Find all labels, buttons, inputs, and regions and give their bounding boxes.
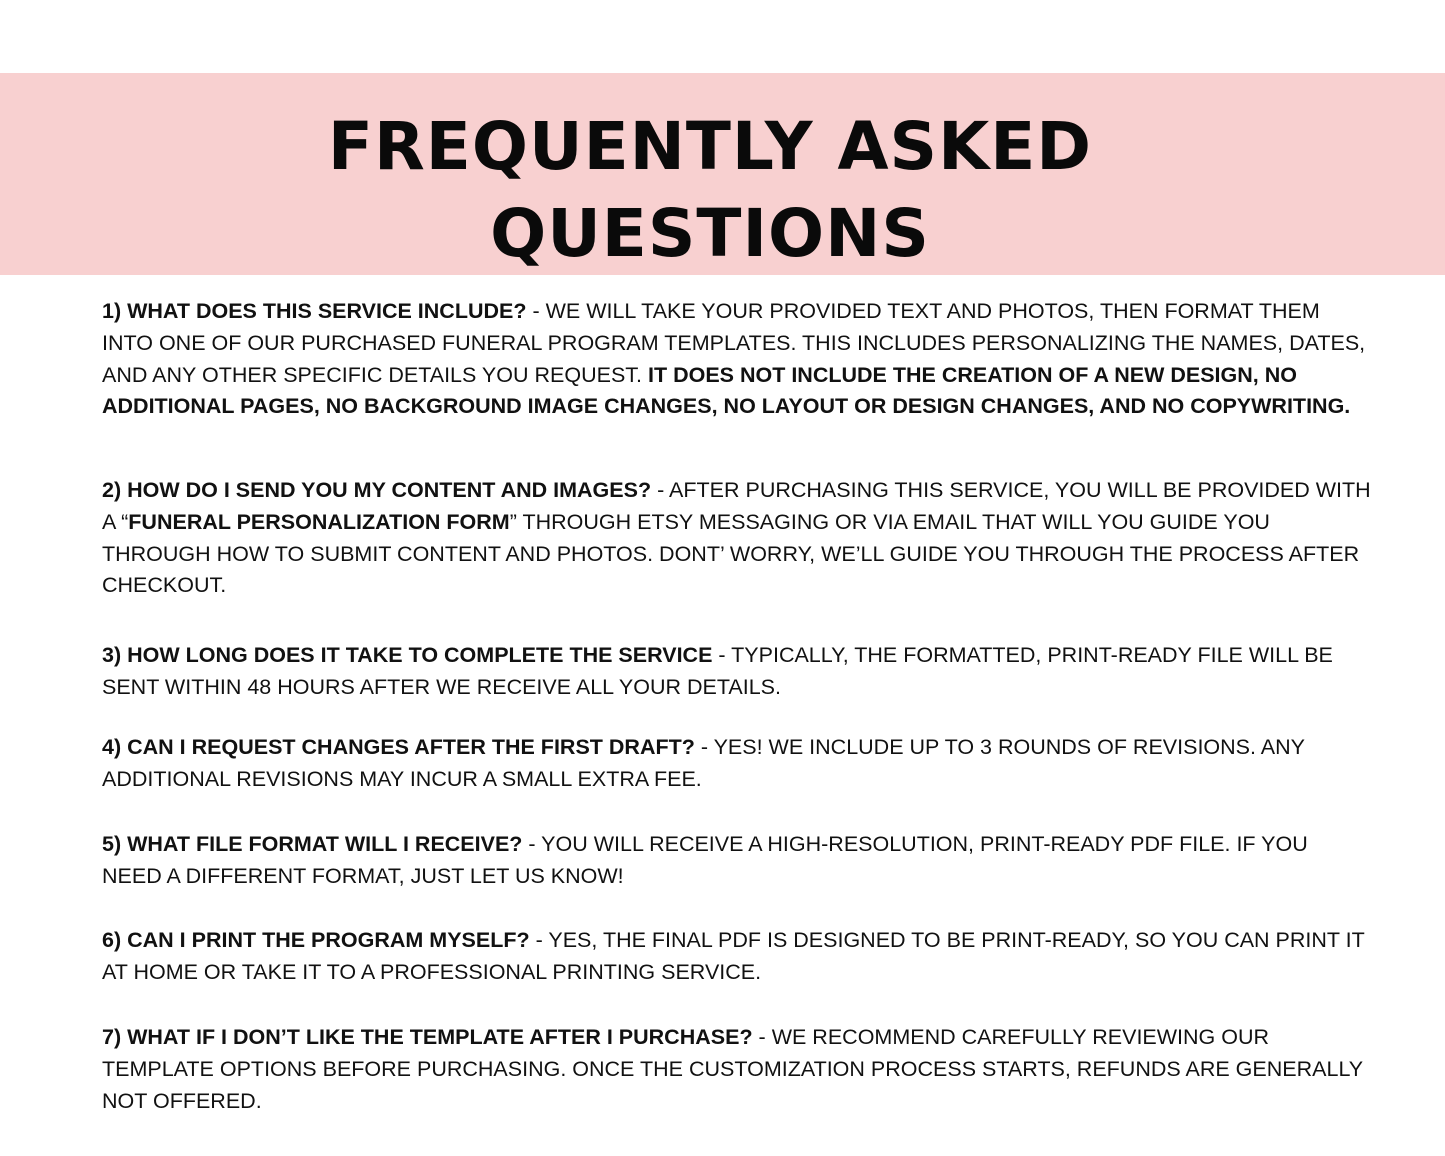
- faq-answer: AFTER PURCHASING THIS SERVICE, YOU WILL BE PROVIDED WITH A “: [102, 478, 1371, 534]
- faq-separator: -: [694, 735, 714, 759]
- page-title-line-2: QUESTIONS: [490, 195, 930, 272]
- faq-question: WHAT DOES THIS SERVICE INCLUDE?: [127, 299, 527, 323]
- faq-answer: WE RECOMMEND CAREFULLY REVIEWING OUR TEMPLATE OPTIONS BEFORE PURCHASING. ONCE THE CUSTOMIZATION PROCESS STARTS, REFUNDS ARE GENERALLY NOT OFFERED.: [102, 1025, 1363, 1113]
- faq-separator: -: [651, 478, 670, 502]
- faq-answer-emphasis: IT DOES NOT INCLUDE THE CREATION OF A NEW DESIGN, NO ADDITIONAL PAGES, NO BACKGROUND IMAGE CHANGES, NO LAYOUT OR DESIGN CHANGES, AND NO COPYWRITING.: [102, 362, 1351, 419]
- faq-number: 6): [102, 928, 122, 952]
- faq-question: CAN I PRINT THE PROGRAM MYSELF?: [127, 928, 530, 952]
- faq-answer-continued: ” THROUGH ETSY MESSAGING OR VIA EMAIL THAT WILL YOU GUIDE YOU THROUGH HOW TO SUBMIT CONTENT AND PHOTOS. DONT’ WORRY, WE’LL GUIDE YOU THROUGH THE PROCESS AFTER CHECKOUT.: [102, 509, 1360, 598]
- faq-item-3: [102, 640, 1372, 704]
- faq-number: 7): [102, 1025, 122, 1049]
- faq-number: 2): [102, 478, 122, 502]
- faq-number: 3): [102, 643, 122, 667]
- faq-separator: -: [526, 299, 546, 323]
- faq-answer: YES, THE FINAL PDF IS DESIGNED TO BE PRINT-READY, SO YOU CAN PRINT IT AT HOME OR TAKE IT TO A PROFESSIONAL PRINTING SERVICE.: [102, 928, 1365, 984]
- faq-item-5: [102, 829, 1372, 893]
- faq-question: WHAT FILE FORMAT WILL I RECEIVE?: [127, 832, 523, 856]
- faq-separator: -: [529, 928, 549, 952]
- faq-answer: TYPICALLY, THE FORMATTED, PRINT-READY FILE WILL BE SENT WITHIN 48 HOURS AFTER WE RECEIVE ALL YOUR DETAILS.: [102, 643, 1333, 699]
- faq-answer: YES! WE INCLUDE UP TO 3 ROUNDS OF REVISIONS. ANY ADDITIONAL REVISIONS MAY INCUR A SMALL EXTRA FEE.: [102, 735, 1305, 791]
- faq-separator: -: [522, 832, 542, 856]
- faq-answer-emphasis: FUNERAL PERSONALIZATION FORM: [128, 509, 510, 534]
- faq-separator: -: [712, 643, 732, 667]
- faq-item-2: [102, 475, 1372, 602]
- faq-item-1: [102, 296, 1372, 423]
- faq-item-6: [102, 925, 1372, 989]
- page-title: [0, 103, 1420, 277]
- page-title-line-1: FREQUENTLY ASKED: [327, 108, 1093, 185]
- faq-item-4: [102, 732, 1372, 796]
- faq-question: WHAT IF I DON’T LIKE THE TEMPLATE AFTER I PURCHASE?: [127, 1025, 753, 1049]
- faq-item-7: [102, 1022, 1372, 1117]
- faq-answer: WE WILL TAKE YOUR PROVIDED TEXT AND PHOTOS, THEN FORMAT THEM INTO ONE OF OUR PURCHASED FUNERAL PROGRAM TEMPLATES. THIS INCLUDES PERSONALIZING THE NAMES, DATES, AND ANY OTHER SPECIFIC DETAILS YOU REQUEST.: [102, 299, 1366, 387]
- faq-number: 4): [102, 735, 122, 759]
- faq-separator: -: [752, 1025, 772, 1049]
- faq-answer: YOU WILL RECEIVE A HIGH-RESOLUTION, PRINT-READY PDF FILE. IF YOU NEED A DIFFERENT FORMAT, JUST LET US KNOW!: [102, 832, 1308, 888]
- faq-question: HOW LONG DOES IT TAKE TO COMPLETE THE SERVICE: [127, 643, 713, 667]
- faq-question: HOW DO I SEND YOU MY CONTENT AND IMAGES?: [127, 478, 652, 502]
- faq-number: 1): [102, 299, 122, 323]
- faq-number: 5): [102, 832, 122, 856]
- faq-question: CAN I REQUEST CHANGES AFTER THE FIRST DRAFT?: [127, 735, 695, 759]
